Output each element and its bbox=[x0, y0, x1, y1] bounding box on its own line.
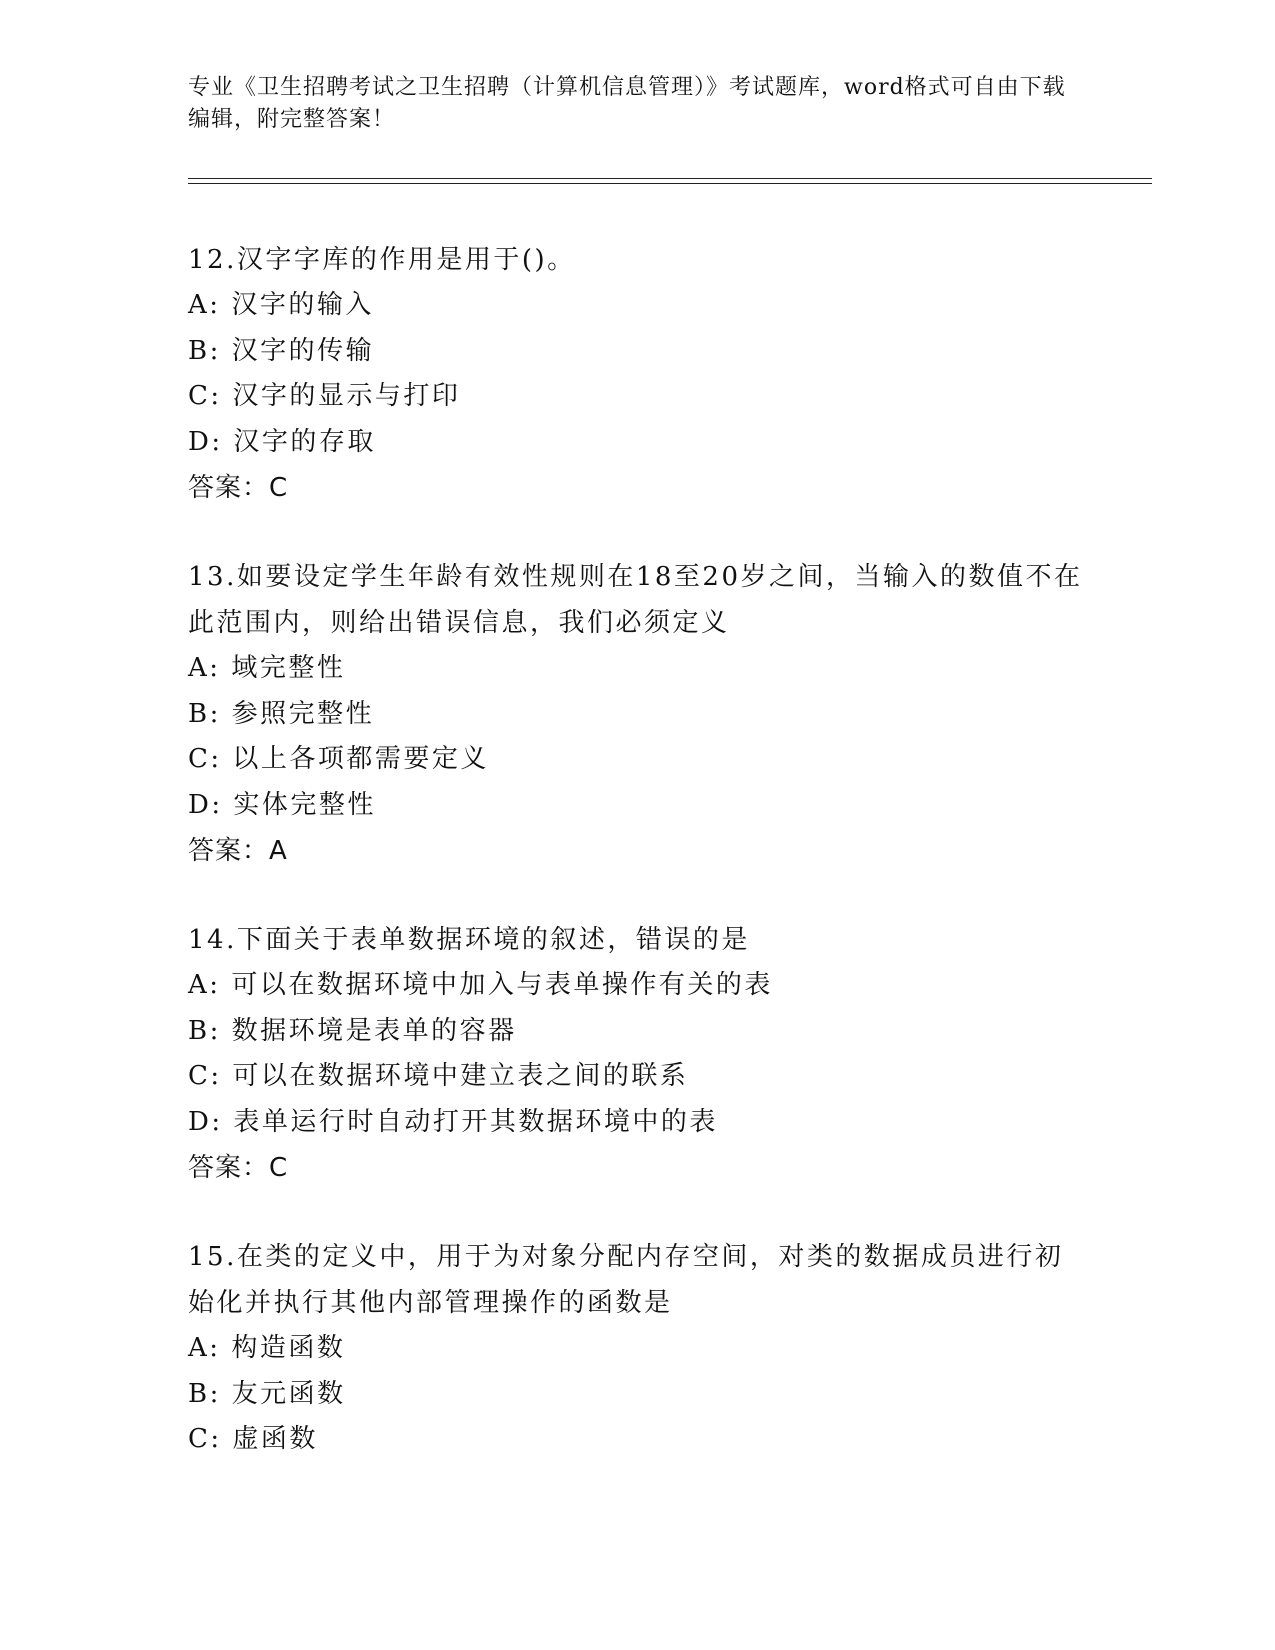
option-b bbox=[188, 1009, 1088, 1055]
option-letter: A: bbox=[188, 970, 221, 1000]
question-15 bbox=[188, 1234, 1088, 1463]
answer-line bbox=[188, 828, 1088, 874]
option-a bbox=[188, 1326, 1088, 1372]
option-text: 表单运行时自动打开其数据环境中的表 bbox=[233, 1106, 718, 1137]
option-b bbox=[188, 692, 1088, 738]
question-14 bbox=[188, 917, 1088, 1191]
option-letter: D: bbox=[188, 426, 223, 457]
option-text: 汉字的输入 bbox=[231, 290, 374, 320]
option-text: 友元函数 bbox=[231, 1378, 346, 1409]
option-text: 汉字的显示与打印 bbox=[232, 381, 461, 411]
option-text: 可以在数据环境中加入与表单操作有关的表 bbox=[231, 970, 773, 1000]
option-letter: A: bbox=[188, 1333, 221, 1363]
option-a bbox=[188, 646, 1088, 692]
option-letter: A: bbox=[188, 653, 221, 683]
question-text: 12.汉字字库的作用是用于()。 bbox=[188, 245, 576, 275]
question-12 bbox=[188, 237, 1088, 511]
option-d bbox=[188, 420, 1088, 466]
option-letter: B: bbox=[188, 1015, 221, 1046]
answer-line bbox=[188, 465, 1088, 511]
option-text: 汉字的存取 bbox=[233, 426, 376, 457]
option-a bbox=[188, 283, 1088, 329]
option-letter: C: bbox=[188, 744, 222, 774]
option-letter: D: bbox=[188, 1106, 223, 1137]
header-divider-bottom bbox=[188, 183, 1152, 184]
answer-label: 答案： bbox=[188, 473, 270, 503]
option-text: 域完整性 bbox=[231, 653, 346, 683]
answer-line bbox=[188, 1145, 1088, 1191]
option-b bbox=[188, 1372, 1088, 1418]
document-header: 专业《卫生招聘考试之卫生招聘（计算机信息管理）》考试题库，word格式可自由下载编辑，附完整答案！ bbox=[188, 75, 1066, 132]
option-b bbox=[188, 329, 1088, 375]
question-list bbox=[188, 237, 1088, 1506]
answer-value: C bbox=[269, 1153, 289, 1183]
option-c bbox=[188, 737, 1088, 783]
answer-label: 答案： bbox=[188, 836, 270, 866]
option-text: 构造函数 bbox=[231, 1333, 346, 1363]
question-text: 14.下面关于表单数据环境的叙述，错误的是 bbox=[188, 925, 750, 955]
option-d bbox=[188, 1100, 1088, 1146]
option-letter: C: bbox=[188, 381, 222, 411]
option-text: 参照完整性 bbox=[231, 698, 375, 729]
option-c bbox=[188, 1417, 1088, 1463]
option-letter: A: bbox=[188, 290, 221, 320]
option-text: 实体完整性 bbox=[233, 789, 376, 820]
option-letter: B: bbox=[188, 698, 221, 729]
option-a bbox=[188, 963, 1088, 1009]
option-text: 以上各项都需要定义 bbox=[232, 744, 489, 774]
question-text: 13.如要设定学生年龄有效性规则在18至20岁之间，当输入的数值不在此范围内，则给出错误信息，我们必须定义 bbox=[188, 562, 1083, 638]
option-letter: D: bbox=[188, 789, 223, 820]
question-13 bbox=[188, 554, 1088, 874]
option-d bbox=[188, 783, 1088, 829]
option-letter: B: bbox=[188, 1378, 221, 1409]
question-text: 15.在类的定义中，用于为对象分配内存空间，对类的数据成员进行初始化并执行其他内部管理操作的函数是 bbox=[188, 1242, 1064, 1318]
answer-label: 答案： bbox=[188, 1153, 270, 1183]
option-text: 汉字的传输 bbox=[231, 335, 375, 366]
option-text: 数据环境是表单的容器 bbox=[231, 1015, 517, 1046]
option-text: 可以在数据环境中建立表之间的联系 bbox=[232, 1061, 689, 1091]
option-letter: C: bbox=[188, 1061, 222, 1091]
answer-value: A bbox=[269, 836, 288, 866]
header-divider-top bbox=[188, 178, 1152, 179]
option-text: 虚函数 bbox=[232, 1424, 318, 1454]
option-c bbox=[188, 374, 1088, 420]
option-letter: B: bbox=[188, 335, 221, 366]
answer-value: C bbox=[269, 473, 289, 503]
option-c bbox=[188, 1054, 1088, 1100]
option-letter: C: bbox=[188, 1424, 222, 1454]
